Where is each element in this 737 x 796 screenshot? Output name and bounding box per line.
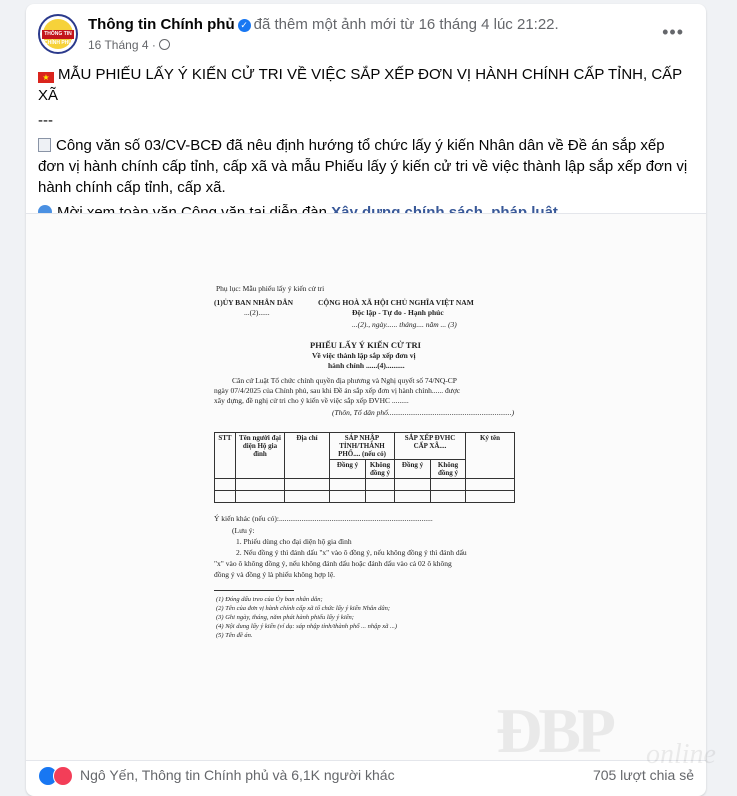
doc-col-name: Tên người đại diện Hộ gia đình [236, 433, 285, 479]
doc-footnote-divider [214, 590, 294, 591]
doc-note2: 2. Nếu đồng ý thì đánh dấu "x" vào ô đồng ý, nếu không đồng ý thì đánh dấu [236, 548, 467, 557]
shares-count[interactable]: 705 lượt chia sẻ [592, 767, 694, 783]
post-title: MẪU PHIẾU LẤY Ý KIẾN CỬ TRI VỀ VIỆC SẮP XẾP ĐƠN VỊ HÀNH CHÍNH CẤP TỈNH, CẤP XÃ [38, 66, 682, 104]
doc-committee-sub: ...(2)...... [244, 308, 270, 317]
love-icon [53, 766, 73, 786]
doc-disagree-2: Không đồng ý [431, 460, 466, 479]
doc-form-subtitle: Về việc thành lập sắp xếp đơn vị [312, 351, 416, 360]
post-text [38, 64, 694, 227]
doc-para3: xây dựng, đề nghị cử tri cho ý kiến về việc sắp xếp ĐVHC ......... [214, 396, 409, 405]
doc-fn2: (2) Tên của đơn vị hành chính cấp xã tổ chức lấy ý kiến Nhân dân; [216, 605, 390, 612]
doc-empty-row [215, 491, 515, 503]
doc-para2: ngày 07/4/2025 của Chính phủ, sau khi Đề án sắp xếp đơn vị hành chính...... được [214, 386, 461, 395]
more-options-icon[interactable]: ••• [662, 22, 684, 42]
doc-fn3: (3) Ghi ngày, tháng, năm phát hành phiếu lấy ý kiến; [216, 614, 354, 621]
post-title-line [38, 64, 694, 106]
post-date[interactable]: 16 Tháng 4 [88, 38, 149, 52]
verified-icon: ✓ [238, 19, 251, 32]
post-action: đã thêm một ảnh mới từ 16 tháng 4 lúc 21:22. [253, 16, 559, 33]
doc-col-merge: SÁP NHẬP TỈNH/THÀNH PHỐ.... (nếu có) [330, 433, 395, 460]
doc-col-arrange: SẮP XẾP ĐVHC CẤP XÃ.... [395, 433, 466, 460]
doc-form-subtitle2: hành chính ......(4).......... [328, 361, 405, 370]
doc-col-sign: Ký tên [466, 433, 515, 479]
memo-icon [38, 138, 51, 152]
separator: --- [38, 112, 53, 129]
doc-fn1: (1) Đóng dấu treo của Ủy ban nhân dân; [216, 596, 323, 603]
doc-appendix: Phụ lục: Mẫu phiếu lấy ý kiến cử tri [216, 284, 325, 293]
doc-fn5: (5) Tên đề án. [216, 632, 253, 639]
name-line [88, 16, 559, 33]
avatar-band: THÔNG TIN CHÍNH PHỦ [42, 30, 74, 39]
doc-republic: CỘNG HOÀ XÃ HỘI CHỦ NGHĨA VIỆT NAM [318, 298, 474, 307]
post-footer [38, 766, 694, 788]
watermark-logo: ĐBP [496, 695, 612, 766]
document-scan [26, 214, 706, 760]
doc-col-stt: STT [215, 433, 236, 479]
doc-agree-1: Đồng ý [330, 460, 366, 479]
watermark-sub: online [646, 739, 716, 770]
post-meta: 16 Tháng 4 · [88, 38, 170, 52]
doc-motto: Độc lập - Tự do - Hạnh phúc [352, 308, 444, 317]
reactions-text[interactable]: Ngô Yến, Thông tin Chính phủ và 6,1K người khác [80, 767, 395, 783]
doc-agree-2: Đồng ý [395, 460, 431, 479]
doc-col-address: Địa chỉ [285, 433, 330, 479]
doc-disagree-1: Không đồng ý [366, 460, 395, 479]
page-avatar[interactable] [38, 14, 78, 54]
doc-empty-row [215, 479, 515, 491]
doc-fn4: (4) Nội dung lấy ý kiến (ví dụ: sáp nhập tỉnh/thành phố ... nhập xã ...) [216, 623, 398, 630]
doc-para1: Căn cứ Luật Tổ chức chính quyền địa phương và Nghị quyết số 74/NQ-CP [232, 376, 457, 385]
doc-date-line: ...(2)., ngày...... tháng.... năm ... (3) [352, 320, 457, 329]
doc-note4: đồng ý và đồng ý là phiếu không hợp lệ. [214, 570, 336, 579]
doc-note1: 1. Phiếu dùng cho đại diện hộ gia đình [236, 537, 352, 546]
doc-committee: (1)ỦY BAN NHÂN DÂN [214, 298, 294, 307]
post-card [26, 4, 716, 796]
globe-icon [159, 39, 170, 50]
post-body-line [38, 135, 694, 198]
doc-note: (Lưu ý: [232, 526, 255, 535]
doc-form-title: PHIẾU LẤY Ý KIẾN CỬ TRI [310, 340, 421, 350]
page-name[interactable]: Thông tin Chính phủ [88, 16, 235, 33]
doc-other: Ý kiến khác (nếu có):.................................................................................. [214, 514, 433, 523]
doc-note3: "x" vào ô không đồng ý, nếu không đánh dấu hoặc đánh dấu vào cả 02 ô không [214, 559, 452, 568]
post-header [38, 14, 694, 58]
vietnam-flag-icon: ★ [38, 72, 54, 83]
post-image[interactable] [26, 213, 716, 770]
doc-table [214, 432, 515, 503]
doc-para4: (Thôn, Tổ dân phố..................................................................) [332, 408, 515, 417]
post-body: Công văn số 03/CV-BCĐ đã nêu định hướng tổ chức lấy ý kiến Nhân dân về Đề án sắp xếp đơn vị hành chính cấp tỉnh, cấp xã và mẫu Phiếu lấy ý kiến cử tri về việc thành lập sắp xếp đơn vị hành chính cấp tỉnh, cấp xã. [38, 137, 688, 196]
